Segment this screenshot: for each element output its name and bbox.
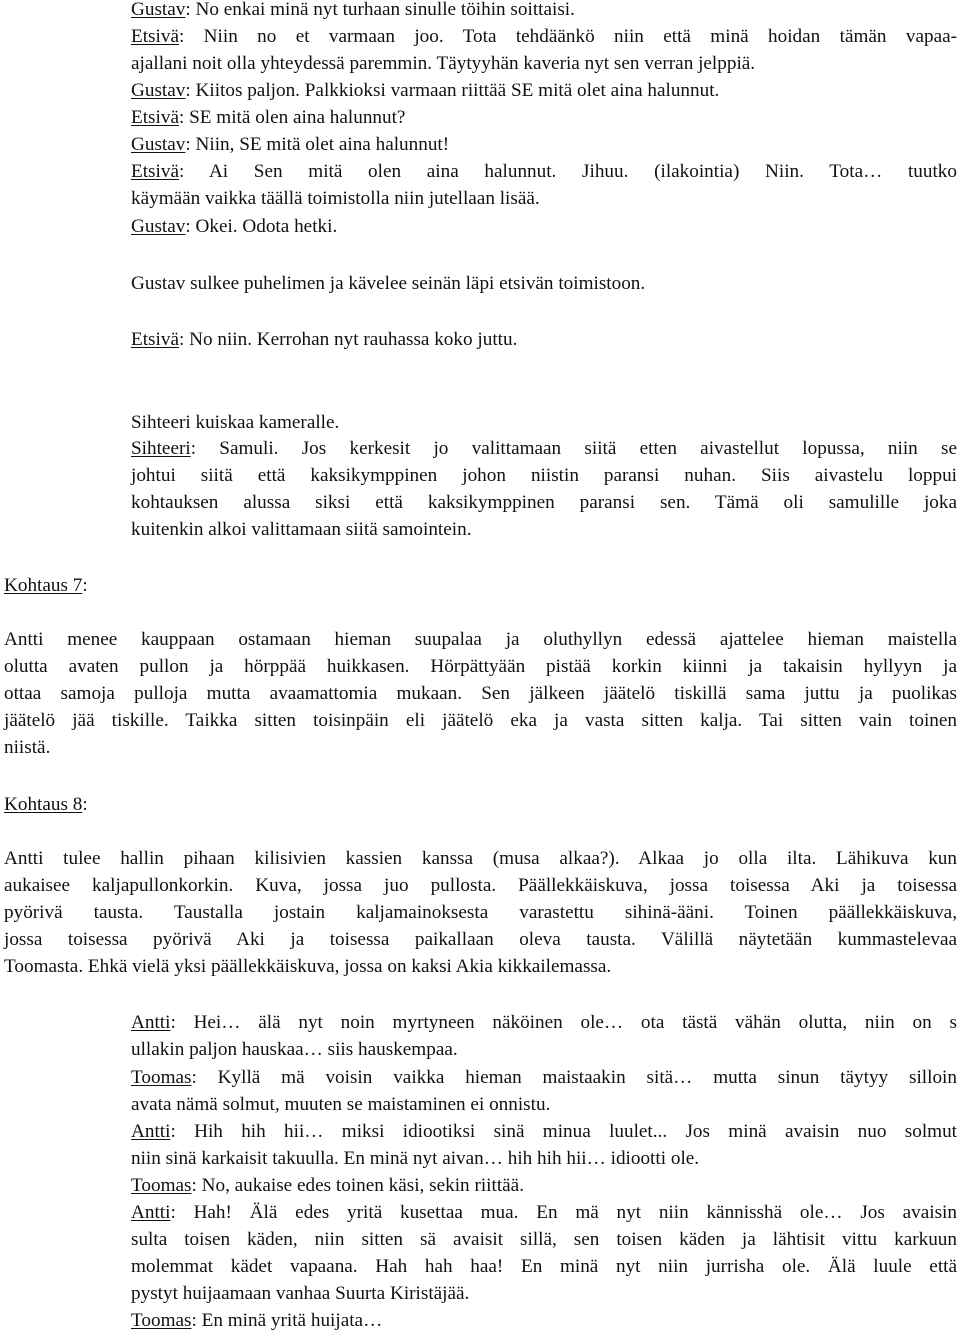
dialogue-line: Gustav: Kiitos paljon. Palkkioksi varmaan riittää SE mitä olet aina halunnut.	[131, 80, 720, 101]
dialogue-line	[131, 185, 957, 212]
speaker-name: Antti	[131, 1202, 171, 1223]
dialogue-text: Kiitos paljon. Palkkioksi varmaan riittää SE mitä olet aina halunnut.	[195, 80, 720, 101]
dialogue-line	[131, 1253, 957, 1280]
dialogue-text: kohtauksen alussa siksi että kaksikymppinen paransi sen. Tämä oli samulille joka	[131, 492, 957, 513]
dialogue-line: Toomas: En minä yritä huijata…	[131, 1310, 383, 1331]
dialogue-text: No, aukaise edes toinen käsi, sekin riittää.	[201, 1175, 524, 1196]
dialogue-line	[131, 1036, 957, 1063]
dialogue-text: kuitenkin alkoi valittamaan siitä samointein.	[131, 519, 472, 540]
dialogue-text: ullakin paljon hauskaa… siis hauskempaa.	[131, 1039, 458, 1060]
dialogue-text: molemmat kädet vapaana. Hah hah haa! En minä nyt niin jurrisha ole. Älä luule että	[131, 1256, 957, 1277]
paragraph-line: niistä.	[4, 737, 51, 758]
scene-heading	[4, 572, 88, 599]
dialogue-text: Ai Sen mitä olen aina halunnut. Jihuu. (ilakointia) Niin. Tota… tuutko	[208, 161, 957, 182]
speaker-name: Etsivä	[131, 26, 179, 47]
scene-heading-text: Kohtaus 8	[4, 794, 83, 815]
speaker-name: Etsivä	[131, 107, 179, 128]
paragraph-line: pyörivä tausta. Taustalla jostain kaljamainoksesta varastettu sihinä-ääni. Toinen päällekkäiskuva,	[4, 902, 957, 923]
dialogue-text: En minä yritä huijata…	[201, 1310, 383, 1331]
dialogue-line	[131, 489, 957, 516]
dialogue-line: Gustav: Okei. Odota hetki.	[131, 216, 338, 237]
dialogue-text: Niin no et varmaan joo. Tota tehdäänkö niin että minä hoidan tämän vapaa-	[203, 26, 957, 47]
paragraph-line: Toomasta. Ehkä vielä yksi päällekkäiskuva, jossa on kaksi Akia kikkailemassa.	[4, 956, 612, 977]
speaker-name: Toomas	[131, 1067, 192, 1088]
dialogue-text: käymään vaikka täällä toimistolla niin jutellaan lisää.	[131, 188, 540, 209]
paragraph-line: ottaa samoja pulloja mutta avaamattomia mukaan. Sen jälkeen jäätelö tiskillä sama juttu ja puolikas	[4, 683, 957, 704]
dialogue-line	[131, 1091, 957, 1118]
dialogue-line	[131, 516, 957, 543]
paragraph-line: Antti tulee hallin pihaan kilisivien kassien kanssa (musa alkaa?). Alkaa jo olla ilta. Lähikuva kun	[4, 848, 957, 869]
stage-direction: Sihteeri kuiskaa kameralle.	[131, 412, 340, 433]
dialogue-line: Antti: Hah! Älä edes yritä kusettaa mua. En mä nyt niin kännisshä ole… Jos avaisin	[131, 1202, 957, 1223]
dialogue-line: Etsivä: No niin. Kerrohan nyt rauhassa koko juttu.	[131, 329, 518, 350]
dialogue-text: pystyt huijaamaan vanhaa Suurta Kiristäjää.	[131, 1283, 470, 1304]
dialogue-text: Okei. Odota hetki.	[195, 216, 338, 237]
speaker-name: Gustav	[131, 134, 186, 155]
speaker-name: Etsivä	[131, 161, 179, 182]
dialogue-line	[131, 1280, 957, 1307]
speaker-name: Toomas	[131, 1175, 192, 1196]
dialogue-text: No enkai minä nyt turhaan sinulle töihin soittaisi.	[195, 0, 575, 20]
dialogue-line: Etsivä: Ai Sen mitä olen aina halunnut. Jihuu. (ilakointia) Niin. Tota… tuutko	[131, 161, 957, 182]
dialogue-line: Sihteeri: Samuli. Jos kerkesit jo valittamaan siitä etten aivastellut lopussa, niin se	[131, 438, 957, 459]
paragraph-line: olutta avaten pullon ja hörppää huikkasen. Hörpättyään pistää korkin kiinni ja takaisin hyllyyn ja	[4, 656, 957, 677]
dialogue-text: niin sinä karkaisit takuulla. En minä nyt aivan… hih hih hii… idiootti ole.	[131, 1148, 700, 1169]
dialogue-line	[131, 462, 957, 489]
paragraph-line: aukaisee kaljapullonkorkin. Kuva, jossa juo pullosta. Päällekkäiskuva, jossa toisessa Aki ja toisessa	[4, 875, 957, 896]
dialogue-text: sulta toisen käden, niin sitten sä avaisit sillä, sen toisen käden ja lähtisit vittu karkuun	[131, 1229, 957, 1250]
dialogue-line: Gustav: Niin, SE mitä olet aina halunnut!	[131, 134, 450, 155]
dialogue-line: Etsivä: SE mitä olen aina halunnut?	[131, 107, 406, 128]
dialogue-text: avata nämä solmut, muuten se maistaminen ei onnistu.	[131, 1094, 551, 1115]
speaker-name: Toomas	[131, 1310, 192, 1331]
dialogue-line: Antti: Hei… älä nyt noin myrtyneen näköinen ole… ota tästä vähän olutta, niin on s	[131, 1012, 957, 1033]
scene-heading-suffix: :	[82, 794, 88, 815]
speaker-name: Antti	[131, 1012, 171, 1033]
dialogue-line: Etsivä: Niin no et varmaan joo. Tota tehdäänkö niin että minä hoidan tämän vapaa-	[131, 26, 957, 47]
paragraph-line: jäätelö jää tiskille. Taikka sitten toisinpäin eli jäätelö eka ja vasta sitten kalja. Tai sitten vain toinen	[4, 710, 957, 731]
speaker-name: Antti	[131, 1121, 171, 1142]
dialogue-line: Gustav: No enkai minä nyt turhaan sinulle töihin soittaisi.	[131, 0, 575, 20]
scene-heading-text: Kohtaus 7	[4, 575, 83, 596]
speaker-name: Gustav	[131, 0, 186, 20]
paragraph-line: jossa toisessa pyörivä Aki ja toisessa paikallaan oleva tausta. Välillä näytetään kummastelevaa	[4, 929, 957, 950]
dialogue-text: SE mitä olen aina halunnut?	[189, 107, 406, 128]
dialogue-text: Niin, SE mitä olet aina halunnut!	[195, 134, 450, 155]
dialogue-text: No niin. Kerrohan nyt rauhassa koko juttu.	[189, 329, 518, 350]
scene-heading-suffix: :	[82, 575, 88, 596]
stage-direction: Gustav sulkee puhelimen ja kävelee seinän läpi etsivän toimistoon.	[131, 273, 646, 294]
scene-heading	[4, 791, 88, 818]
dialogue-line	[131, 1145, 957, 1172]
speaker-name: Sihteeri	[131, 438, 191, 459]
dialogue-line: Toomas: Kyllä mä voisin vaikka hieman maistaakin sitä… mutta sinun täytyy silloin	[131, 1067, 957, 1088]
dialogue-line	[131, 50, 957, 77]
speaker-name: Etsivä	[131, 329, 179, 350]
dialogue-text: Samuli. Jos kerkesit jo valittamaan siitä etten aivastellut lopussa, niin se	[219, 438, 957, 459]
dialogue-line: Antti: Hih hih hii… miksi idiootiksi sinä minua luulet... Jos minä avaisin nuo solmut	[131, 1121, 957, 1142]
dialogue-text: Hih hih hii… miksi idiootiksi sinä minua luulet... Jos minä avaisin nuo solmut	[194, 1121, 957, 1142]
dialogue-text: johtui siitä että kaksikymppinen johon niistin paransi nuhan. Siis aivastelu loppui	[131, 465, 957, 486]
dialogue-text: Kyllä mä voisin vaikka hieman maistaakin sitä… mutta sinun täytyy silloin	[217, 1067, 957, 1088]
dialogue-text: ajallani noit olla yhteydessä paremmin. Täytyyhän kaveria nyt sen verran jelppiä.	[131, 53, 756, 74]
speaker-name: Gustav	[131, 80, 186, 101]
dialogue-line	[131, 1226, 957, 1253]
dialogue-line: Toomas: No, aukaise edes toinen käsi, sekin riittää.	[131, 1175, 524, 1196]
paragraph-line: Antti menee kauppaan ostamaan hieman suupalaa ja oluthyllyn edessä ajattelee hieman maistella	[4, 629, 957, 650]
dialogue-text: Hei… älä nyt noin myrtyneen näköinen ole… ota tästä vähän olutta, niin on s	[193, 1012, 957, 1033]
dialogue-text: Hah! Älä edes yritä kusettaa mua. En mä nyt niin kännisshä ole… Jos avaisin	[193, 1202, 957, 1223]
speaker-name: Gustav	[131, 216, 186, 237]
